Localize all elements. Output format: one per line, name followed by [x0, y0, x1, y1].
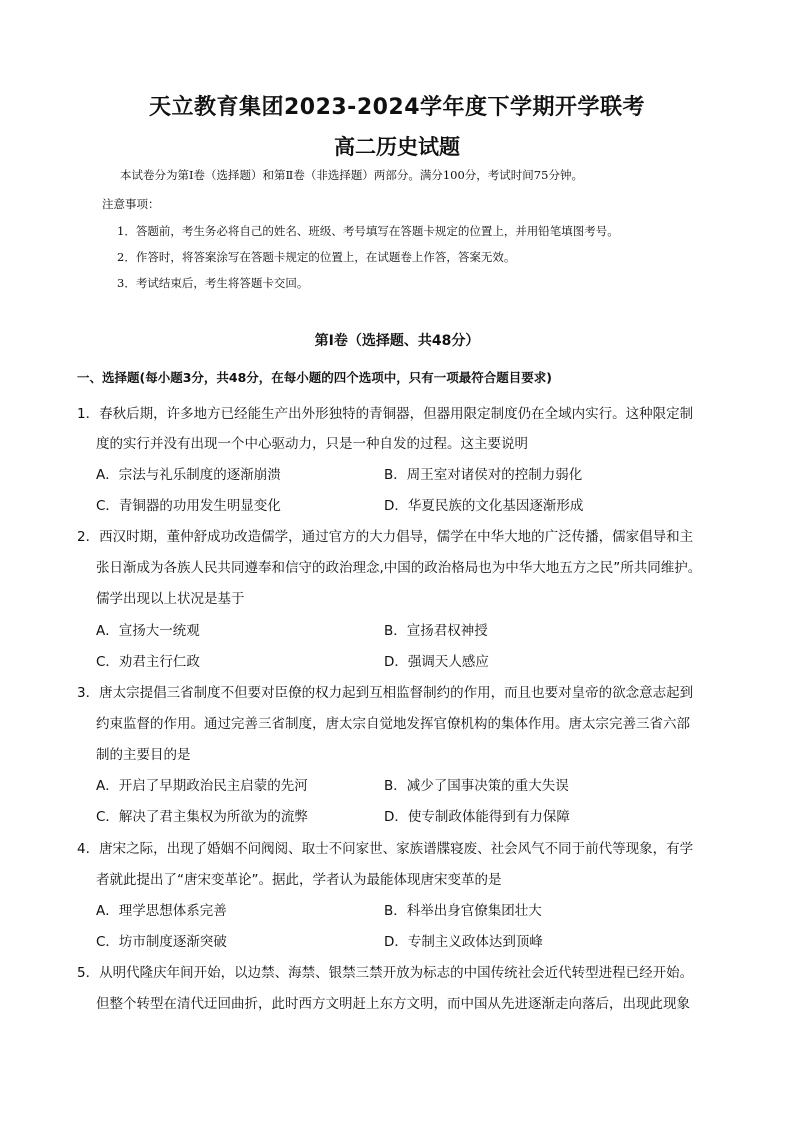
question-stem-line: 5．从明代隆庆年间开始，以边禁、海禁、银禁三禁开放为标志的中国传统社会近代转型进程已经开始。	[77, 965, 694, 981]
question-stem-line: 2．西汉时期，董仲舒成功改造儒学，通过官方的大力倡导，儒学在中华大地的广泛传播，儒家倡导和主	[77, 529, 694, 545]
question-stem-line: 4．唐宋之际，出现了婚姻不问阀阅、取士不问家世、家族谱牒寝废、社会风气不同于前代等现象，有学	[77, 841, 694, 857]
option-c[interactable]: C．青铜器的功用发生明显变化	[96, 498, 281, 514]
option-d[interactable]: D．使专制政体能得到有力保障	[384, 809, 570, 825]
option-b[interactable]: B．宣扬君权神授	[384, 623, 488, 639]
question-stem-line: 张日渐成为各族人民共同遵奉和信守的政治理念,中国的政治格局也为中华大地五方之民”所共同维护。	[96, 560, 702, 576]
question-stem-line: 制的主要目的是	[96, 747, 191, 763]
option-b[interactable]: B．周王室对诸侯对的控制力弱化	[384, 467, 583, 483]
option-a[interactable]: A．开启了早期政治民主启蒙的先河	[96, 778, 308, 794]
option-d[interactable]: D．强调天人感应	[384, 654, 489, 670]
option-a[interactable]: A．理学思想体系完善	[96, 903, 227, 919]
notes-heading: 注意事项：	[102, 197, 160, 211]
option-c[interactable]: C．坊市制度逐渐突破	[96, 934, 227, 950]
note-item: 2．作答时，将答案涂写在答题卡规定的位置上，在试题卷上作答，答案无效。	[117, 250, 516, 264]
section-title: 第Ⅰ卷（选择题、共48分）	[314, 333, 480, 349]
option-d[interactable]: D．专制主义政体达到顶峰	[384, 934, 543, 950]
question-stem-line: 但整个转型在清代迂回曲折，此时西方文明赶上东方文明，而中国从先进逐渐走向落后，出现此现象	[96, 996, 690, 1012]
option-a[interactable]: A．宣扬大一统观	[96, 623, 200, 639]
option-c[interactable]: C．解决了君主集权为所欲为的流弊	[96, 809, 308, 825]
question-stem-line: 3．唐太宗提倡三省制度不但要对臣僚的权力起到互相监督制约的作用，而且也要对皇帝的欲念意志起到	[77, 685, 694, 701]
option-d[interactable]: D．华夏民族的文化基因逐渐形成	[384, 498, 584, 514]
option-c[interactable]: C．劝君主行仁政	[96, 654, 200, 670]
note-item: 3．考试结束后，考生将答题卡交回。	[117, 276, 309, 290]
question-stem-line: 约束监督的作用。通过完善三省制度，唐太宗自觉地发挥官僚机构的集体作用。唐太宗完善三省六部	[96, 716, 690, 732]
question-stem-line: 1．春秋后期，许多地方已经能生产出外形独特的青铜器，但器用限定制度仍在全域内实行。这种限定制	[77, 406, 694, 422]
question-stem-line: 者就此提出了“唐宋变革论”。据此，学者认为最能体现唐宋变革的是	[96, 872, 502, 888]
exam-intro: 本试卷分为第Ⅰ卷（选择题）和第Ⅱ卷（非选择题）两部分。满分100分，考试时间75分钟。	[120, 168, 583, 182]
exam-subtitle: 高二历史试题	[334, 135, 460, 159]
option-b[interactable]: B．减少了国事决策的重大失误	[384, 778, 569, 794]
option-b[interactable]: B．科举出身官僚集团壮大	[384, 903, 542, 919]
question-stem-line: 儒学出现以上状况是基于	[96, 591, 245, 607]
note-item: 1．答题前，考生务必将自己的姓名、班级、考号填写在答题卡规定的位置上，并用铅笔填图考号。	[117, 224, 619, 238]
option-a[interactable]: A．宗法与礼乐制度的逐渐崩溃	[96, 467, 281, 483]
question-stem-line: 度的实行并没有出现一个中心驱动力，只是一种自发的过程。这主要说明	[96, 436, 528, 452]
part-heading: 一、选择题(每小题3分，共48分，在每小题的四个选项中，只有一项最符合题目要求)	[77, 370, 553, 385]
exam-title: 天立教育集团2023-2024学年度下学期开学联考	[148, 95, 646, 120]
